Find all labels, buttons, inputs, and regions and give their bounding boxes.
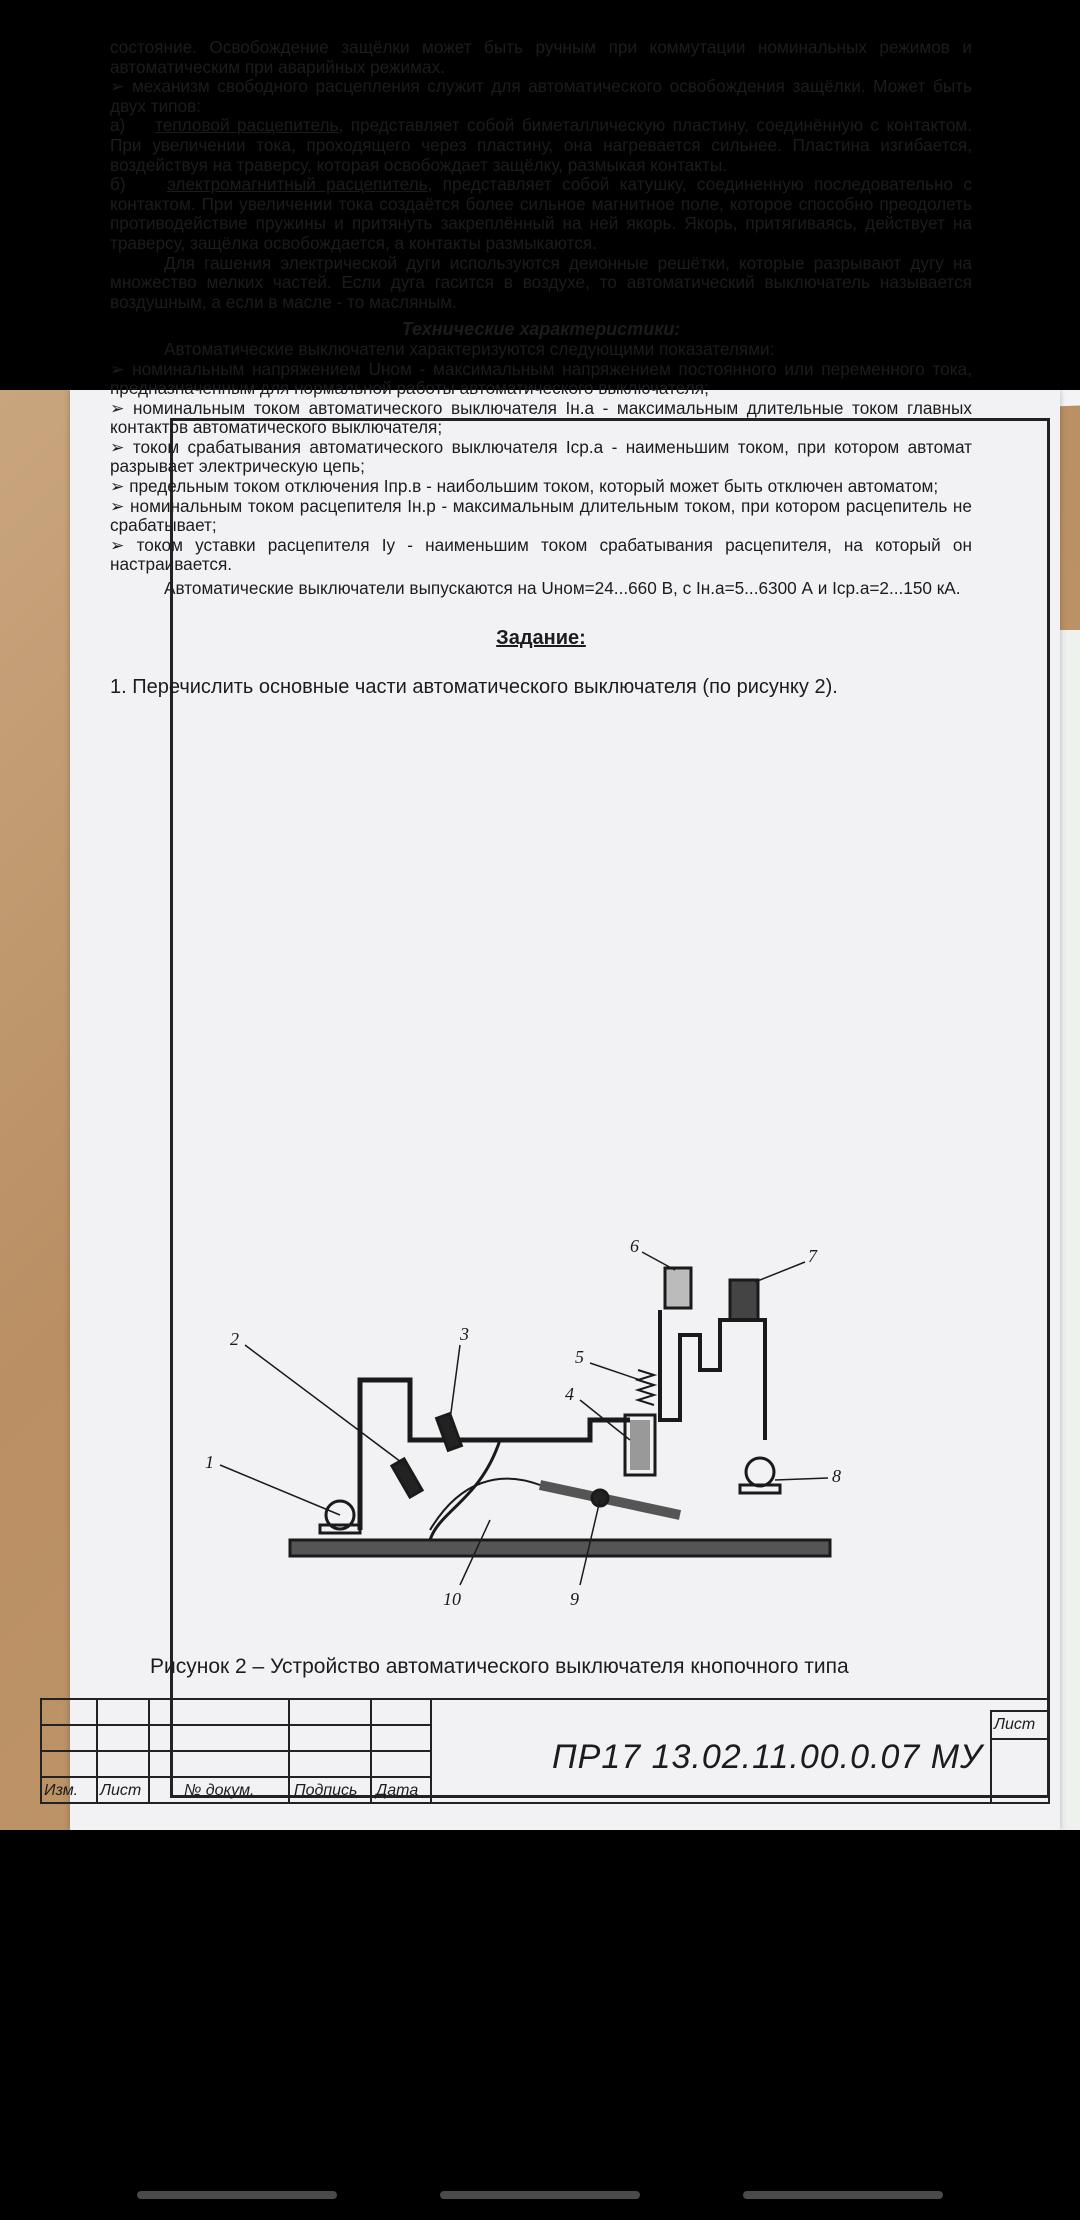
figure-caption: Рисунок 2 – Устройство автоматического выключателя кнопочного типа	[150, 1655, 849, 1678]
label-10: 10	[443, 1589, 461, 1609]
button-7	[730, 1280, 758, 1320]
leader-5	[590, 1363, 640, 1380]
button-6	[665, 1268, 691, 1308]
leader-7	[755, 1262, 805, 1282]
label-8: 8	[832, 1466, 841, 1486]
item-electromagnetic	[110, 175, 972, 253]
stamp-doc-no: № докум.	[184, 1782, 255, 1799]
item-thermal	[110, 116, 972, 175]
item-thermal-term: тепловой расцепитель,	[155, 115, 344, 136]
leader-1	[220, 1465, 340, 1515]
leader-3	[450, 1345, 460, 1420]
label-2: 2	[230, 1329, 239, 1349]
mechanism-item: ➢ механизм свободного расцепления служит для автоматического освобождения защёлки. Может быть двух типов:	[110, 77, 972, 116]
leader-6	[642, 1252, 675, 1270]
nav-pill-left	[137, 2191, 337, 2199]
label-3: 3	[460, 1324, 469, 1344]
traverse-pivot	[592, 1490, 608, 1506]
contact-2	[392, 1459, 422, 1497]
label-4: 4	[565, 1384, 574, 1404]
tech-item: ➢ номинальным напряжением Uном - максимальным напряжением постоянного или переменного тока, предназначенным для нормальной работы автоматического выключателя;	[110, 360, 972, 399]
body-curve	[430, 1440, 500, 1540]
stamp-sign: Подпись	[294, 1782, 358, 1799]
task-item: 1. Перечислить основные части автоматического выключателя (по рисунку 2).	[110, 676, 838, 699]
tech-item: ➢ номинальным током расцепителя Iн.р - максимальным длительным током, при котором расцепитель не срабатывает;	[110, 497, 972, 536]
leader-8	[775, 1478, 828, 1480]
coil-4-fill	[630, 1420, 650, 1470]
tech-item: ➢ предельным током отключения Iпр.в - наибольшим током, который может быть отключен автоматом;	[110, 477, 972, 497]
tech-item: ➢ током срабатывания автоматического выключателя Iср.а - наименьшим током, при котором автомат разрывает электрическую цепь;	[110, 438, 972, 477]
item-electromagnetic-term: электромагнитный расцепитель,	[167, 174, 433, 195]
stamp-sheet-label: Лист	[994, 1716, 1036, 1733]
stamp-list: Лист	[100, 1782, 142, 1799]
label-7: 7	[808, 1246, 817, 1266]
nav-pill-center[interactable]	[440, 2191, 640, 2199]
section-title: Технические характеристики:	[401, 319, 681, 340]
stamp-date: Дата	[376, 1782, 419, 1799]
screw-8-washer	[740, 1485, 780, 1493]
tech-intro: Автоматические выключатели характеризуются следующими показателями:	[164, 338, 775, 359]
button-housing	[660, 1310, 765, 1440]
label-1: 1	[205, 1452, 214, 1472]
breaker-diagram	[160, 1240, 880, 1620]
document-code: ПР17 13.02.11.00.0.07 МУ	[552, 1738, 983, 1776]
sheet-label-row	[990, 1738, 1050, 1804]
tech-item: ➢ током уставки расцепителя Iу - наименьшим током срабатывания расцепителя, на который он настраивается.	[110, 536, 972, 575]
label-5: 5	[575, 1347, 584, 1367]
spring-10	[430, 1479, 540, 1530]
paragraph-ratings: Автоматические выключатели выпускаются на Uном=24...660 В, с Iн.а=5...6300 А и Iср.а=2...150 кА.	[164, 578, 961, 599]
nav-pill-right	[743, 2191, 943, 2199]
screw-8	[746, 1458, 774, 1486]
spring-5	[638, 1370, 654, 1405]
document-body	[110, 38, 972, 698]
tech-item: ➢ номинальным током автоматического выключателя Iн.а - максимальным длительные током главных контактов автоматического выключателя;	[110, 399, 972, 438]
row-1	[40, 1724, 432, 1752]
item-electromagnetic-text: представляет собой катушку, соединенную последовательно с контактом. При увеличении тока создаётся более сильное магнитное поле, которое способно преодолеть противодействие пружины и притянуть закреплённый на ней якорь. Якорь, притягиваясь, действует на траверсу, защёлка освобождается, а контакты размыкаются.	[110, 174, 972, 253]
traverse-9	[540, 1485, 680, 1515]
item-thermal-text: представляет собой биметаллическую пластину, соединённую с контактом. При увеличении тока, проходящего через пластину, она нагревается сильнее. Пластина изгибается, воздействуя на траверсу, которая освобождает защёлку, размыкая контакты.	[110, 115, 973, 175]
contact-3	[437, 1414, 462, 1451]
task-title: Задание:	[496, 626, 586, 649]
leader-2	[245, 1345, 405, 1465]
base-plate	[290, 1540, 830, 1556]
label-9: 9	[570, 1589, 579, 1609]
paragraph-arc: Для гашения электрической дуги используются деионные решётки, которые разрывают дугу на множество мелких частей. Если дуга гасится в воздухе, то автоматический выключатель называется воздушным, а если в масле - то масляным.	[110, 252, 972, 312]
item-thermal-prefix: а)	[110, 115, 126, 136]
item-electromagnetic-prefix: б)	[110, 174, 126, 195]
paragraph-release: состояние. Освобождение защёлки может быть ручным при коммутации номинальных режимов и автоматическим при аварийных режимах.	[110, 37, 972, 77]
stamp-izm: Изм.	[44, 1782, 79, 1799]
label-6: 6	[630, 1240, 639, 1256]
